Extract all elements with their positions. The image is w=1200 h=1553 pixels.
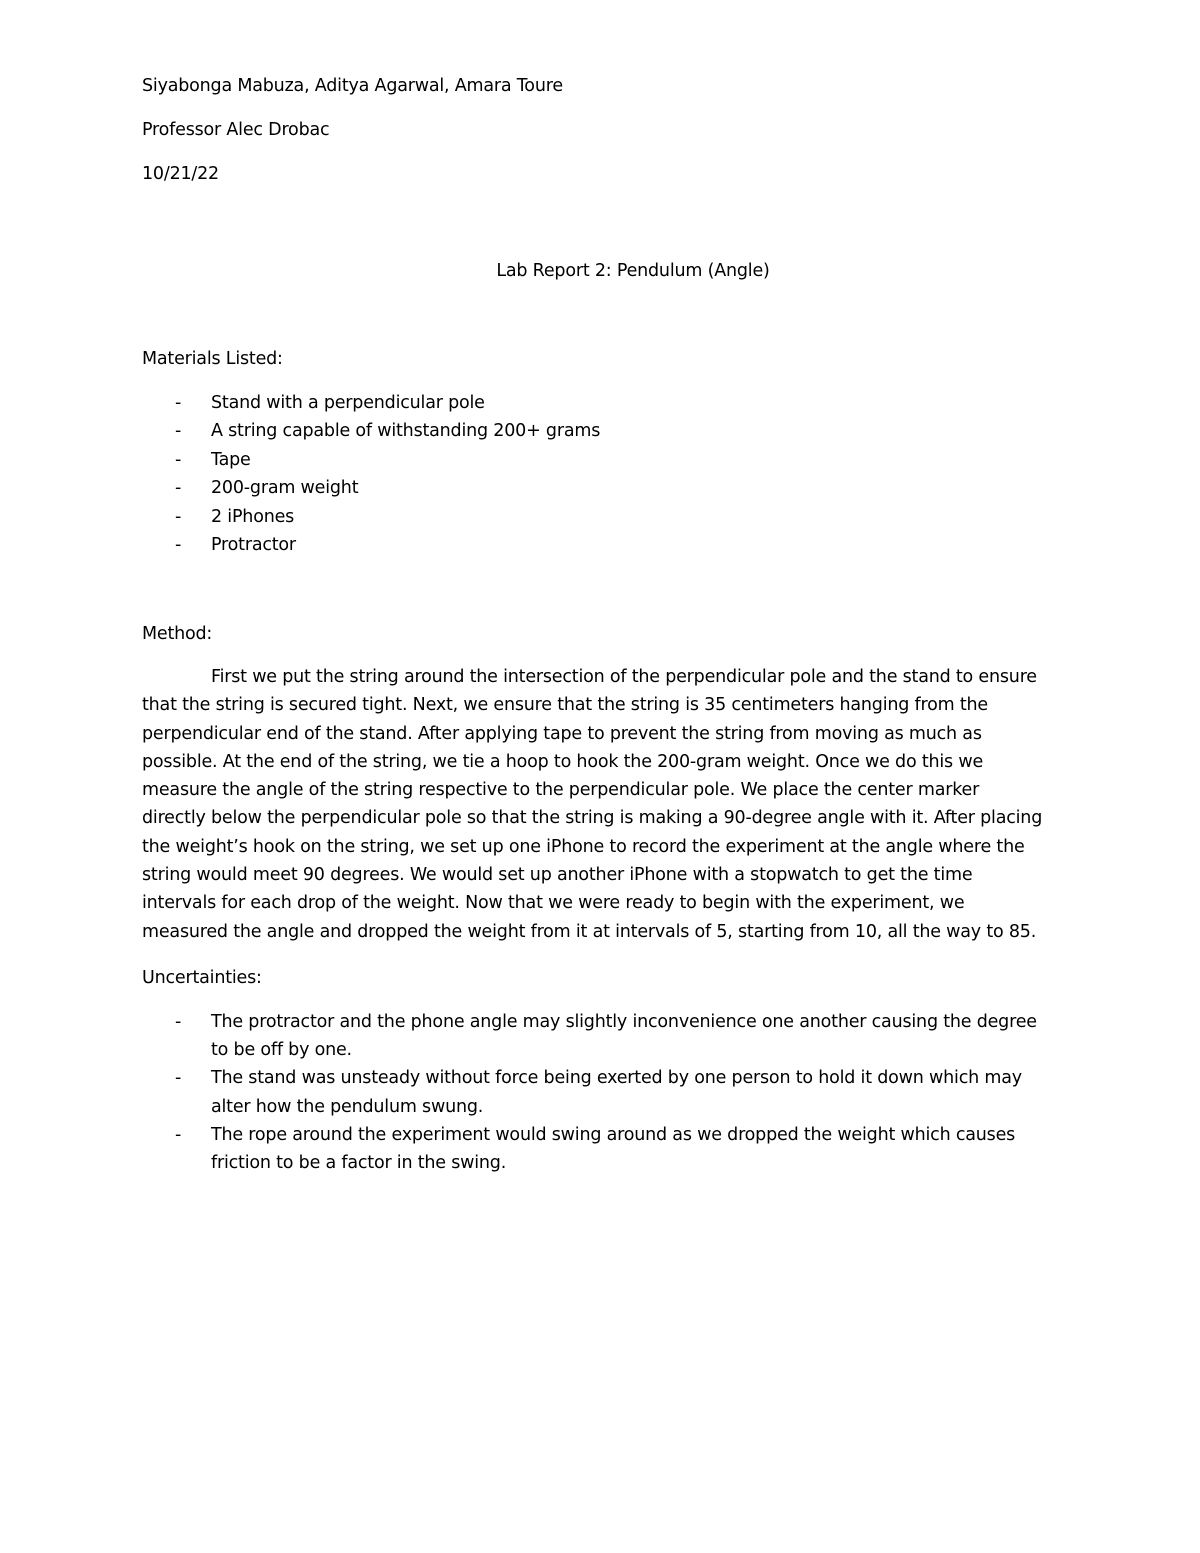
material-text: 2 iPhones — [211, 506, 295, 527]
dash-bullet: - — [175, 535, 182, 556]
paragraph-line: possible. At the end of the string, we tie a hoop to hook the 200-gram weight. Once we do this we — [142, 751, 984, 772]
uncertainty-line: to be off by one. — [211, 1040, 352, 1061]
dash-bullet: - — [175, 506, 182, 527]
dash-bullet: - — [175, 393, 182, 413]
uncertainty-line: The protractor and the phone angle may slightly inconvenience one another causing the degree — [211, 1012, 1037, 1032]
material-text: 200-gram weight — [211, 478, 359, 499]
uncertainties-list — [142, 1008, 1037, 1177]
dash-bullet: - — [175, 421, 182, 442]
uncertainties-heading: Uncertainties: — [142, 968, 262, 988]
material-text: A string capable of withstanding 200+ grams — [211, 421, 601, 442]
report-date: 10/21/22 — [142, 164, 219, 184]
list-item — [142, 1064, 1037, 1120]
list-item — [142, 503, 600, 531]
list-item — [142, 446, 600, 474]
dash-bullet: - — [175, 1124, 182, 1145]
list-item — [142, 389, 600, 417]
materials-heading: Materials Listed: — [142, 349, 283, 369]
dash-bullet: - — [175, 478, 182, 499]
paragraph-line: string would meet 90 degrees. We would set up another iPhone with a stopwatch to get the time — [142, 865, 973, 886]
paragraph-line: First we put the string around the intersection of the perpendicular pole and the stand to ensure — [211, 667, 1037, 687]
list-item — [142, 474, 600, 502]
dash-bullet: - — [175, 449, 182, 470]
list-item — [142, 1121, 1037, 1177]
material-text: Tape — [211, 449, 251, 470]
method-paragraph — [142, 663, 1072, 946]
material-text: Protractor — [211, 535, 296, 556]
paragraph-line: directly below the perpendicular pole so that the string is making a 90-degree angle with it. After placing — [142, 808, 1043, 829]
paragraph-line: the weight’s hook on the string, we set up one iPhone to record the experiment at the angle where the — [142, 836, 1025, 857]
list-item — [142, 417, 600, 445]
paragraph-line: measured the angle and dropped the weight from it at intervals of 5, starting from 10, all the way to 85. — [142, 921, 1037, 942]
method-heading: Method: — [142, 624, 213, 644]
uncertainty-line: alter how the pendulum swung. — [211, 1096, 484, 1117]
dash-bullet: - — [175, 1068, 182, 1089]
paragraph-line: intervals for each drop of the weight. Now that we were ready to begin with the experiment, we — [142, 893, 965, 914]
material-text: Stand with a perpendicular pole — [211, 393, 485, 413]
report-title: Lab Report 2: Pendulum (Angle) — [496, 261, 770, 281]
uncertainty-line: The rope around the experiment would swing around as we dropped the weight which causes — [211, 1124, 1016, 1145]
dash-bullet: - — [175, 1012, 182, 1032]
list-item — [142, 531, 600, 559]
list-item — [142, 1008, 1037, 1064]
professor-name: Professor Alec Drobac — [142, 120, 330, 140]
paragraph-line: that the string is secured tight. Next, we ensure that the string is 35 centimeters hanging from the — [142, 695, 988, 716]
paragraph-line: measure the angle of the string respective to the perpendicular pole. We place the center marker — [142, 780, 980, 801]
paragraph-line: perpendicular end of the stand. After applying tape to prevent the string from moving as much as — [142, 723, 982, 744]
author-names: Siyabonga Mabuza, Aditya Agarwal, Amara Toure — [142, 76, 563, 96]
uncertainty-line: The stand was unsteady without force being exerted by one person to hold it down which may — [211, 1068, 1022, 1089]
materials-list — [142, 389, 600, 559]
uncertainty-line: friction to be a factor in the swing. — [211, 1153, 507, 1174]
